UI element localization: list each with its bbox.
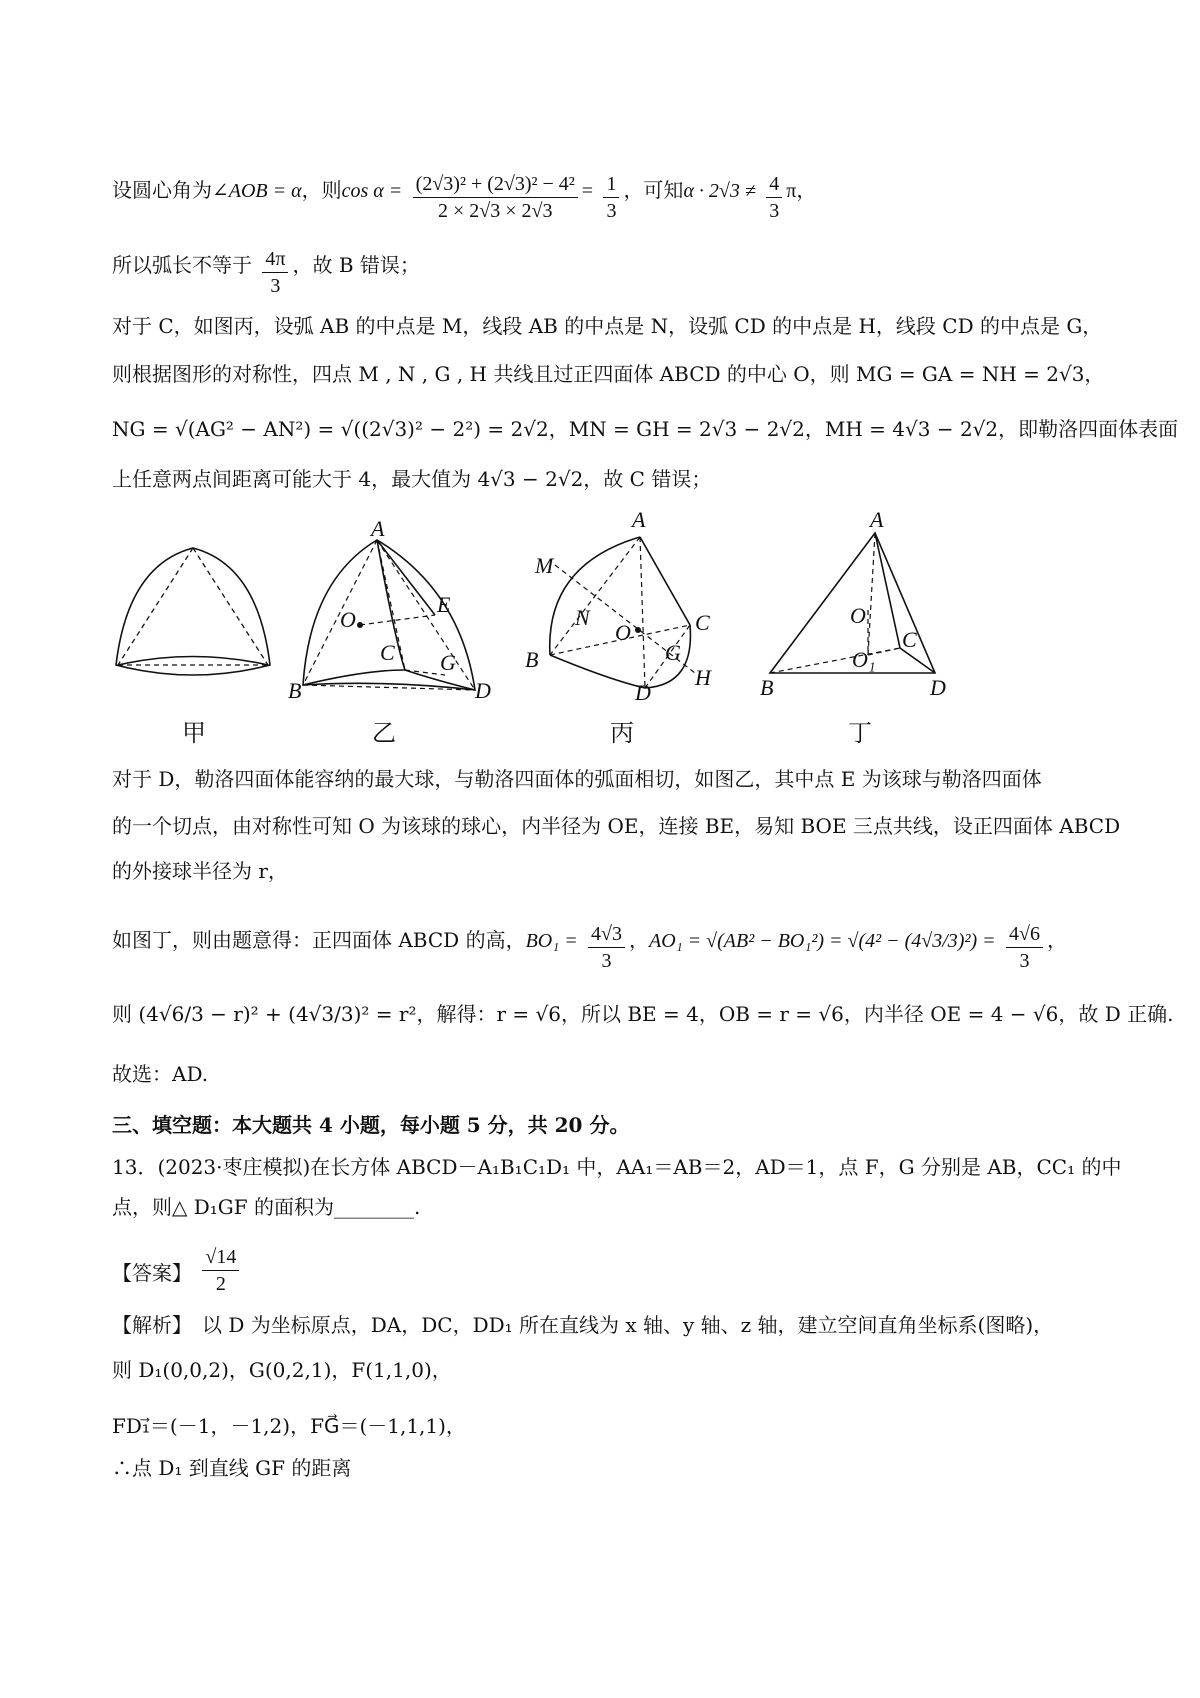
line-12: 故选：AD. [112,1062,209,1086]
line-10 [112,915,1067,972]
label-A: A [371,516,385,541]
label-G: G [665,640,681,665]
math: α · 2√3 ≠ [683,180,756,202]
figure-yi-caption: 乙 [372,719,396,747]
label-M: M [535,553,554,578]
fraction-bo1 [588,921,625,974]
fraction-four-thirds [766,171,782,224]
line-7: 对于 D，勒洛四面体能容纳的最大球，与勒洛四面体的弧面相切，如图乙，其中点 E 为该球与勒洛四面体 [112,767,1042,791]
fraction-ao1 [1006,921,1043,974]
text: ， [629,928,650,952]
line-8: 的一个切点，由对称性可知 O 为该球的球心，内半径为 OE，连接 BE，易知 BOE 三点共线，设正四面体 ABCD [112,814,1121,838]
denominator: 2 × 2√3 × 2√3 [437,200,553,222]
numerator: 4√6 [1006,921,1043,948]
math: BO₁ = [525,930,578,952]
math: AO₁ = √(AB² − BO₁²) = √(4² − (4√3/3)²) = [649,930,996,952]
analysis-line-3: FD₁⃗＝(－1，－1,2)，FG⃗＝(－1,1,1)， [112,1414,466,1438]
line-6: 上任意两点间距离可能大于 4，最大值为 4√3 − 2√2，故 C 错误； [112,467,712,491]
line-5: NG = √(AG² − AN²) = √((2√3)² − 2²) = 2√2，MN = GH = 2√3 − 2√2，MH = 4√3 − 2√2，即勒洛四面体表面 [112,417,1179,441]
math: cos α = [341,180,403,202]
figure-jia-caption: 甲 [182,719,206,747]
denominator: 3 [601,950,612,972]
text: ，可知 [623,178,684,202]
label-C: C [902,627,917,652]
denominator: 3 [270,275,281,297]
answer-fraction [202,1244,239,1297]
numerator: √14 [202,1244,239,1271]
text: ，故 B 错误； [292,253,420,277]
question-13-cont: 点，则△ D₁GF 的面积为________. [112,1195,421,1219]
math: = [581,180,594,202]
center-dot [357,622,363,628]
section-heading: 三、填空题：本大题共 4 小题，每小题 5 分，共 20 分。 [112,1113,630,1137]
label-O: O [340,607,356,632]
label-B: B [525,647,539,672]
question-13: 13．(2023·枣庄模拟)在长方体 ABCD－A₁B₁C₁D₁ 中，AA₁＝AB＝2，AD＝1，点 F，G 分别是 AB，CC₁ 的中 [112,1155,1122,1179]
figure-bing [520,505,740,705]
fraction-one-third [603,171,619,224]
answer-line [112,1248,243,1301]
denominator: 3 [1019,950,1030,972]
text: ， [1046,928,1067,952]
numerator: 4√3 [588,921,625,948]
label-A: A [632,507,646,532]
analysis-line-2: 则 D₁(0,0,2)，G(0,2,1)，F(1,1,0)， [112,1358,452,1382]
text: 所以弧长不等于 [112,253,252,277]
figure-bing-caption: 丙 [610,719,634,747]
numerator: (2√3)² + (2√3)² − 4² [413,171,578,198]
label-E: E [437,592,451,617]
label-A: A [870,507,884,532]
label-D: D [475,678,491,703]
line-3: 对于 C，如图丙，设弧 AB 的中点是 M，线段 AB 的中点是 N，设弧 CD 的中点是 H，线段 CD 的中点是 G， [112,314,1103,338]
label-D: D [635,680,651,705]
figure-ding [750,505,960,700]
label-O1: O₁ [852,647,876,672]
math: ∠AOB = α [212,180,302,202]
label-B: B [288,678,302,703]
label-D: D [930,675,946,700]
label-B: B [760,675,774,700]
denominator: 3 [769,200,780,222]
denominator: 3 [606,200,617,222]
text: 设圆心角为 [112,178,212,202]
line-11: 则 (4√6/3 − r)² + (4√3/3)² = r²，解得：r = √6，所以 BE = 4，OB = r = √6，内半径 OE = 4 − √6，故 D 正确. [112,1002,1174,1026]
figure-jia [108,540,278,700]
figure-yi [285,516,491,703]
numerator: 1 [603,171,619,198]
numerator: 4 [766,171,782,198]
numerator: 4π [262,246,288,273]
label-O: O [615,620,631,645]
line-2 [112,240,420,297]
label-G: G [440,650,456,675]
label-N: N [575,605,590,630]
label-C: C [380,640,395,665]
text: 如图丁，则由题意得：正四面体 ABCD 的高， [112,928,526,952]
fraction-4pi-over-3 [262,246,288,299]
figure-ding-caption: 丁 [848,719,872,747]
label-C: C [695,610,710,635]
analysis-line-1: 【解析】 以 D 为坐标原点，DA，DC，DD₁ 所在直线为 x 轴、y 轴、z 轴，建立空间直角坐标系(图略)， [112,1313,1054,1337]
line-1 [112,165,817,222]
text: ，则 [301,178,342,202]
line-4: 则根据图形的对称性，四点 M , N , G , H 共线且过正四面体 ABCD 的中心 O，则 MG = GA = NH = 2√3， [112,362,1105,386]
label-O: O [850,603,866,628]
fraction-cos [413,171,578,224]
center-dot [635,627,641,633]
answer-label: 【答案】 [112,1261,192,1285]
line-9: 的外接球半径为 r， [112,859,288,883]
denominator: 2 [215,1273,226,1295]
text: π， [786,180,817,202]
label-H: H [695,665,711,690]
analysis-line-4: ∴点 D₁ 到直线 GF 的距离 [112,1456,352,1480]
